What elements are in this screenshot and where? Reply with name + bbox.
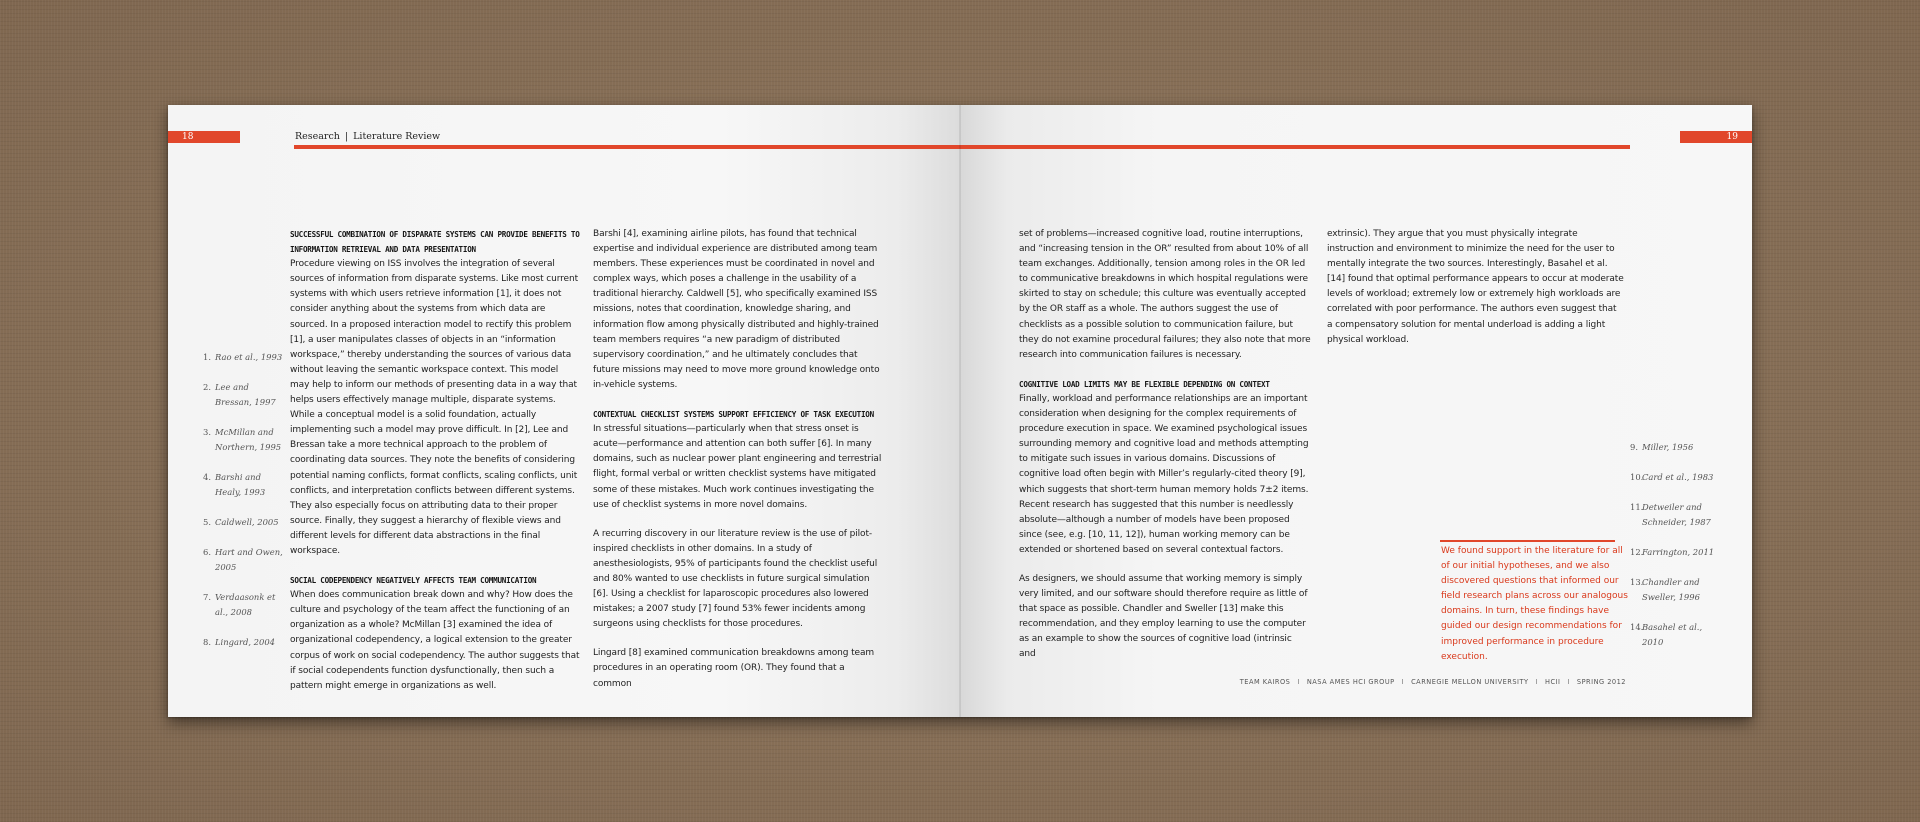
sidenote: 12.Farrington, 2011 [1630, 547, 1715, 557]
section-block [593, 646, 885, 691]
footer-group: NASA AMES HCI GROUP [1306, 678, 1395, 686]
body-paragraph: extrinsic). They argue that you must physically integrate instruction and environment to minimize the need for the user to mentally integrate the two sources. Interestingly, Basahel et al. [14] found that optimal performance appears to occur at moderate levels of workload; extremely low or extremely high workloads are correlated with poor performance. The authors even suggest that a compensatory solution for mental underload is adding a light physical workload. [1327, 229, 1624, 345]
section-heading: COGNITIVE LOAD LIMITS MAY BE FLEXIBLE DEPENDING ON CONTEXT [1019, 379, 1270, 389]
body-paragraph: Barshi [4], examining airline pilots, has found that technical expertise and individual experience are distributed among team members. These experiences must be coordinated in novel and complex ways, which poses a challenge in the usability of a traditional hierarchy. Caldwell [5], who specifically examined ISS missions, notes that coordination, knowledge sharing, and information flow among physically distributed and highly-trained team members requires “a new paradigm of distributed supervisory coordination,” and he ultimately concludes that future missions may need to move more ground knowledge onto in-vehicle systems. [593, 229, 880, 390]
header-rule-left [294, 145, 960, 149]
page-footer: TEAM KAIROS I NASA AMES HCI GROUP I CARNEGIE MELLON UNIVERSITY I HCII I SPRING 2012 [1239, 678, 1626, 686]
body-paragraph: When does communication break down and why? How does the culture and psychology of the team affect the functioning of an organization as a whole? McMillan [3] examined the idea of organizational codependency, a logical extension to the greater corpus of work on social codependency. The author suggests that if social codependents function dysfunctionally, then such a pattern might emerge in organizations as well. [290, 590, 580, 691]
body-paragraph: A recurring discovery in our literature review is the use of pilot-inspired checklists in other domains. In a study of anesthesiologists, 95% of participants found the checklist useful and 80% wanted to use checklists in future surgical simulation [6]. Using a checklist for laparoscopic procedures also lowered mistakes; a 2007 study [7] found 53% fewer incidents among surgeons using checklists for those procedures. [593, 528, 878, 630]
section-heading: CONTEXTUAL CHECKLIST SYSTEMS SUPPORT EFFICIENCY OF TASK EXECUTION [593, 410, 874, 420]
sidenote: 3. McMillan and Northern, 1995 [203, 427, 282, 452]
section-block [1019, 572, 1311, 663]
subsection-title: Literature Review [353, 131, 441, 142]
body-paragraph: Finally, workload and performance relationships are an important consideration when designing for the complex requirements of procedure execution in space. We examined psychological issues surrounding memory and cognitive load and methods attempting to mitigate such issues in various domains. Discussions of cognitive load often begin with Miller’s regularly-cited theory [9], which suggests that short-term human memory holds 7±2 items. Recent research has suggested that this number is needlessly absolute—although a number of models have been proposed since (see, e.g. [10, 11, 12]), human working memory can be extended or shortened based on several contextual factors. [1019, 393, 1309, 555]
header-rule-right [960, 145, 1630, 149]
section-block [290, 227, 580, 559]
pull-quote-rule [1440, 540, 1615, 542]
book-spine [959, 105, 961, 717]
right-page [960, 105, 1752, 717]
footer-institute: HCII [1544, 678, 1561, 686]
sidenote: 9. Miller, 1956 [1630, 442, 1694, 452]
footer-team: TEAM KAIROS [1239, 678, 1291, 686]
open-book-spread [168, 105, 1752, 717]
left-column-2 [593, 227, 885, 706]
sidenote: 13.Chandler and Sweller, 1996 [1630, 577, 1700, 602]
sidenote: 7. Verdaasonk et al., 2008 [203, 592, 276, 617]
body-paragraph: Lingard [8] examined communication breakdowns among team procedures in an operating room (OR). They found that a common [593, 648, 875, 689]
page-number-right: 19 [1680, 131, 1752, 143]
body-paragraph: set of problems—increased cognitive load, routine interruptions, and “increasing tension in the OR” resulted from about 10% of all team exchanges. Additionally, tension among roles in the OR led to communicative breakdowns in which hospital regulations were skirted to stay on schedule; this culture was eventually accepted by the OR staff as a whole. The authors suggest the use of checklists as a possible solution to communication failure, but they do not examine procedural failures; they also note that more research into communication failures is necessary. [1019, 229, 1311, 360]
sidenote: 5. Caldwell, 2005 [203, 517, 279, 527]
sidenote: 14.Basahel et al., 2010 [1630, 622, 1703, 647]
section-block [593, 407, 885, 513]
footer-university: CARNEGIE MELLON UNIVERSITY [1411, 678, 1529, 686]
sidenote: 6. Hart and Owen, 2005 [203, 547, 283, 572]
body-paragraph: In stressful situations—particularly when that stress onset is acute—performance and attention can both suffer [6]. In many domains, such as nuclear power plant engineering and terrestrial flight, formal verbal or written checklist systems have mitigated some of these mistakes. Much work continues investigating the use of checklist systems in more novel domains. [593, 424, 882, 510]
section-block [593, 527, 885, 633]
body-paragraph: As designers, we should assume that working memory is simply very limited, and our software should therefore require as little of that space as possible. Chandler and Sweller [13] make this recommendation, and they employ learning to use the computer as an example to show the sources of cognitive load (intrinsic and [1019, 573, 1308, 660]
sidenote: 8. Lingard, 2004 [203, 637, 275, 647]
running-header [295, 131, 440, 142]
section-block [290, 573, 580, 694]
right-column-2 [1327, 227, 1624, 362]
section-heading: SOCIAL CODEPENDENCY NEGATIVELY AFFECTS TEAM COMMUNICATION [290, 576, 537, 586]
page-number-left: 18 [168, 131, 240, 143]
sidenote: 1. Rao et al., 1993 [203, 352, 283, 362]
body-paragraph: Procedure viewing on ISS involves the integration of several sources of information from disparate systems. Like most current systems with which users retrieve information [1], it does not consider anything about the systems from which data are sourced. In a proposed interaction model to rectify this problem [1], a user manipulates classes of objects in an “information workspace,” thereby understanding the sources of various data without leaving the semantic workspace context. This model may help to inform our methods of presenting data in a way that helps users effectively manage multiple, disparate systems. While a conceptual model is a solid foundation, actually implementing such a model may prove difficult. In [2], Lee and Bressan take a more technical approach to the problem of coordinating data sources. They note the benefits of considering potential naming conflicts, format conflicts, scaling conflicts, unit conflicts, and interpretation conflicts between different systems. They also especially focus on attributing data to their proper source. Finally, they suggest a hierarchy of flexible views and different levels for different data abstractions in the final workspace. [290, 259, 579, 556]
section-block [1019, 227, 1311, 363]
pull-quote: We found support in the literature for all of our initial hypotheses, and we also discovered questions that informed our field research plans across our analogous domains. In turn, these findings have guided our design recommendations for improved performance in procedure execution. [1441, 546, 1628, 662]
section-title: Research [295, 131, 340, 142]
sidenote: 11.Detweiler and Schneider, 1987 [1630, 502, 1711, 527]
section-heading: SUCCESSFUL COMBINATION OF DISPARATE SYSTEMS CAN PROVIDE BENEFITS TO INFORMATION RETRIEVAL AND DATA PRESENTATION [290, 230, 580, 255]
header-separator: | [344, 131, 349, 142]
section-block [593, 227, 885, 393]
sidenote: 4. Barshi and Healy, 1993 [203, 472, 266, 497]
left-column-1 [290, 227, 580, 708]
sidenote: 10.Card et al., 1983 [1630, 472, 1714, 482]
sidenote: 2. Lee and Bressan, 1997 [203, 382, 276, 407]
section-block [1327, 227, 1624, 348]
section-block [1019, 377, 1311, 558]
left-page [168, 105, 960, 717]
footer-term: SPRING 2012 [1576, 678, 1626, 686]
right-column-1 [1019, 227, 1311, 677]
